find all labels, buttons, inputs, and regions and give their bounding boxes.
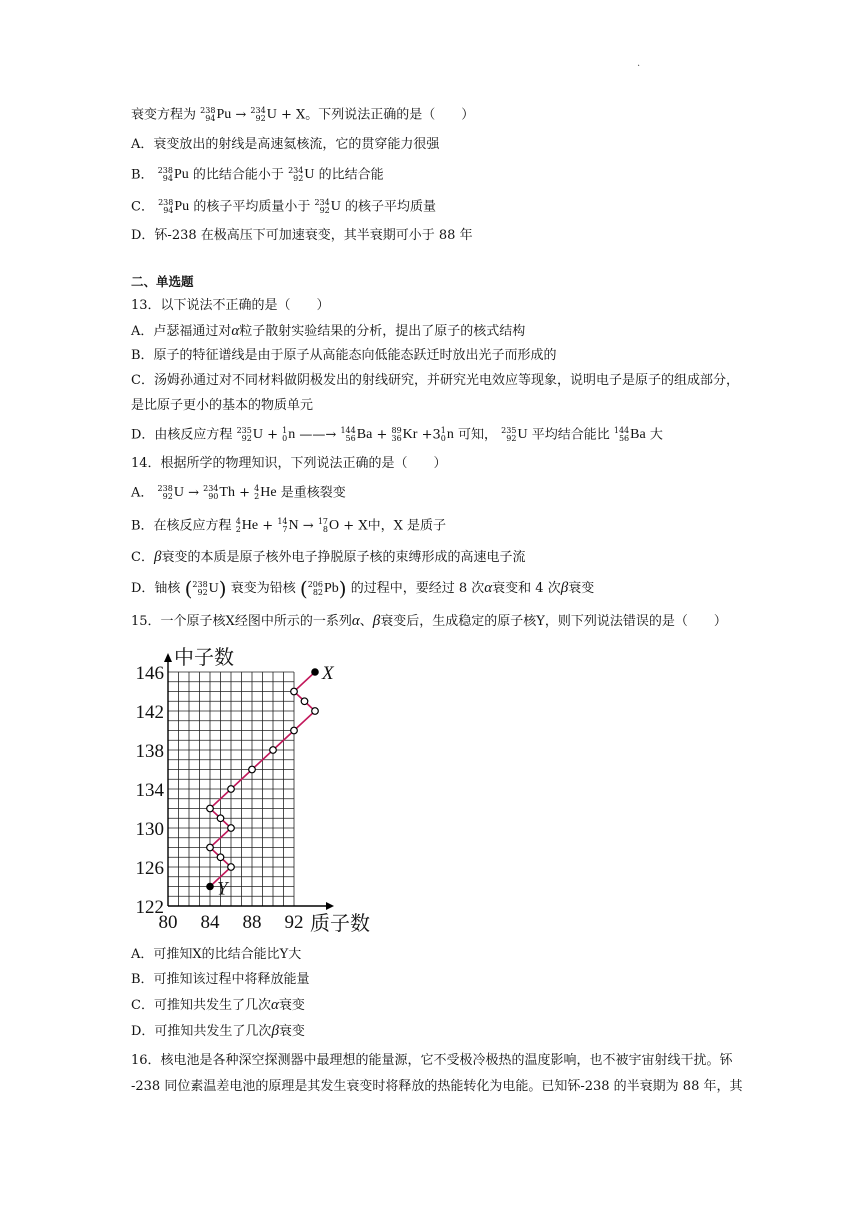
point-label: X [322,663,334,684]
y-tick-label: 122 [135,897,164,918]
y-tick-label: 126 [135,858,164,879]
q15-option-b: B．可推知该过程中将释放能量 [131,972,310,987]
q12-option-d: D．钚-238 在极高压下可加速衰变，其半衰期可小于 88 年 [131,228,473,243]
y-tick-label: 130 [135,819,164,840]
q14-option-b: B．在核反应方程 4 2 He + 14 7 N → 17 8 O + X中，X 是质子 [131,517,446,534]
x-tick-label: 84 [200,912,220,933]
nucleus-point [270,747,277,754]
q13-option-a: A．卢瑟福通过对α粒子散射实验结果的分析，提出了原子的核式结构 [131,323,526,339]
q13-option-c-cont: 是比原子更小的基本的物质单元 [131,398,314,413]
q13-option-d: D．由核反应方程 235 92 U + 1 0 n ——→ 144 56 Ba + 89 36 Kr +3 1 0 n 可知， 235 92 U 平均结合能比 144 56 Ba 大 [131,426,663,443]
nucleus-point [217,854,224,861]
y-tick-label: 138 [135,741,164,762]
nucleus-point [207,844,214,851]
q13-option-b: B．原子的特征谱线是由于原子从高能态向低能态跃迁时放出光子而形成的 [131,348,557,363]
pu238-nuclide: 238 94 Pu [200,106,232,123]
y-tick-label: 146 [135,663,164,684]
nucleus-point [228,825,235,832]
q14-stem: 14．根据所学的物理知识，下列说法正确的是（ ） [131,456,447,471]
q12-option-c: C． 238 94 Pu 的核子平均质量小于 234 92 U 的核子平均质量 [131,198,437,215]
x-axis-arrow-icon [326,902,334,910]
q14-option-d: D．铀核 ( 238 92 U ) 衰变为铅核 ( 206 82 Pb ) 的过程中，要经过 8 次α衰变和 4 次β衰变 [131,576,595,601]
x-tick-label: 88 [242,912,262,933]
nucleus-endpoint [312,669,318,675]
q16-line-1: 16．核电池是各种深空探测器中最理想的能量源，它不受极冷极热的温度影响，也不被宇宙射线干扰。钚 [131,1053,733,1068]
q16-line-2: -238 同位素温差电池的原理是其发生衰变时将释放的热能转化为电能。已知钚-238 的半衰期为 88 年，其 [131,1079,743,1094]
q14-option-a: A． 238 92 U → 234 90 Th + 4 2 He 是重核裂变 [131,484,346,501]
q13-option-c: C．汤姆孙通过对不同材料做阴极发出的射线研究，并研究光电效应等现象，说明电子是原子的组成部分， [131,373,739,388]
nucleus-point [228,786,235,793]
x-tick-label: 92 [284,912,304,933]
x-tick-label: 80 [158,912,178,933]
nucleus-point [291,688,298,695]
u234-nuclide: 234 92 U [250,106,277,123]
nucleus-point [249,766,256,773]
nucleus-endpoint [207,883,213,889]
q12-stem: 衰变方程为 238 94 Pu → 234 92 U + X。下列说法正确的是（ ） [131,106,475,123]
q13-stem: 13．以下说法不正确的是（ ） [131,298,330,313]
decay-chart [126,646,386,938]
nucleus-point [312,708,319,715]
q15-stem: 15．一个原子核X经图中所示的一系列α、β衰变后，生成稳定的原子核Y，则下列说法错误的是（ ） [131,613,727,629]
q14-option-c: C．β衰变的本质是原子核外电子挣脱原子核的束缚形成的高速电子流 [131,549,526,565]
section-title: 二、单选题 [131,274,194,289]
y-tick-label: 134 [135,780,164,801]
q15-option-d: D．可推知共发生了几次β衰变 [131,1023,305,1039]
nucleus-point [228,864,235,871]
q12-option-b: B． 238 94 Pu 的比结合能小于 234 92 U 的比结合能 [131,166,384,183]
nucleus-point [217,815,224,822]
y-axis-arrow-icon [164,653,172,662]
x-axis-label: 质子数 [310,911,370,935]
y-axis-label: 中子数 [174,646,234,669]
nucleus-point [301,698,308,705]
q12-option-a: A．衰变放出的射线是高速氦核流，它的贯穿能力很强 [131,137,440,152]
y-tick-label: 142 [135,702,164,723]
nucleus-point [207,805,214,812]
q15-option-c: C．可推知共发生了几次α衰变 [131,997,305,1013]
q15-option-a: A．可推知X的比结合能比Y大 [131,947,302,962]
nucleus-point [291,727,298,734]
point-label: Y [217,878,228,900]
header-dot: . [637,58,641,69]
